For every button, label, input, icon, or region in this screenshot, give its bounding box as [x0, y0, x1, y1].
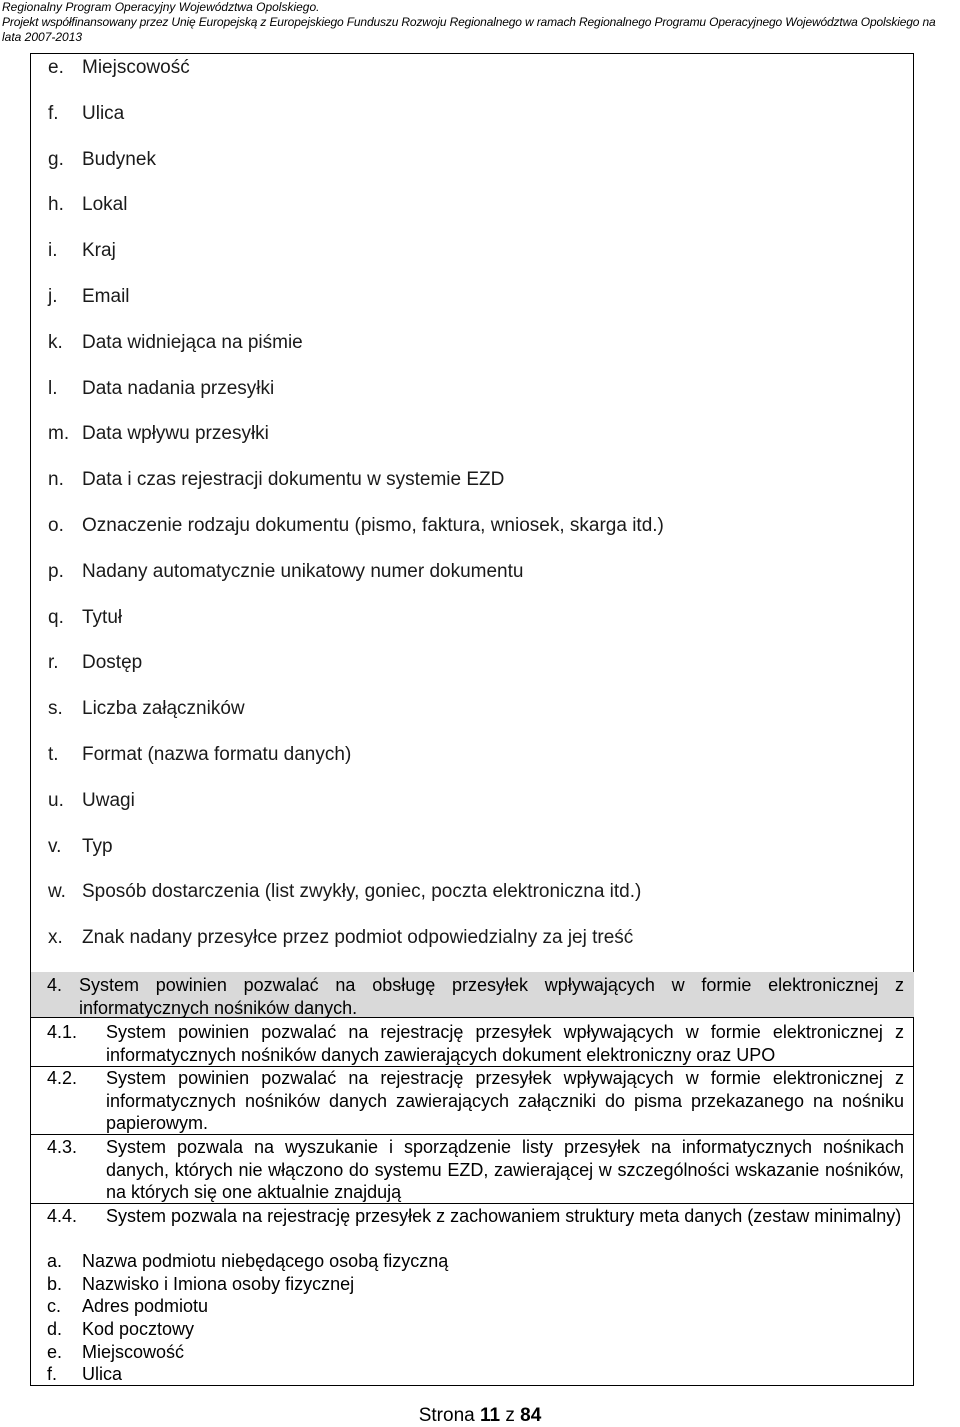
list-item	[48, 329, 664, 375]
list-text: Oznaczenie rodzaju dokumentu (pismo, faktura, wniosek, skarga itd.)	[82, 514, 664, 536]
subsection-text: System powinien pozwalać na rejestrację przesyłek wpływających w formie elektronicznej z informatycznych nośników danych zawierających dokument elektroniczny oraz UPO	[106, 1022, 904, 1065]
list-marker: u.	[48, 789, 64, 811]
subsection-number: 4.2.	[47, 1068, 78, 1088]
subsection-text: System pozwala na wyszukanie i sporządzenie listy przesyłek na informatycznych nośnikach danych, których nie włączono do systemu EZD, zawierającej w szczególności wskazanie nośników, na których się one aktualnie znajdują	[106, 1137, 904, 1202]
list-item	[48, 237, 664, 283]
list-marker: n.	[48, 469, 64, 491]
list-text: Typ	[82, 835, 113, 857]
list-marker: f.	[48, 102, 59, 124]
list-marker: a.	[47, 1251, 63, 1271]
section-number: 4.	[47, 975, 63, 995]
list-text: Dostęp	[82, 652, 143, 674]
list-text: Nazwisko i Imiona osoby fizycznej	[82, 1273, 355, 1294]
list-marker: s.	[48, 698, 63, 720]
list-item	[48, 695, 664, 741]
list-item	[48, 649, 664, 695]
subsection-row-4-4	[31, 1205, 914, 1387]
subsection-number: 4.4.	[47, 1206, 78, 1226]
list-item	[48, 924, 664, 970]
header-line-1: Regionalny Program Operacyjny Województwa Opolskiego.	[2, 0, 320, 14]
subsection-number: 4.3.	[47, 1137, 78, 1157]
list-text: Kod pocztowy	[82, 1319, 195, 1340]
list-item	[48, 420, 664, 466]
list-item	[48, 100, 664, 146]
list-text: Email	[82, 285, 130, 307]
list-marker: e.	[48, 57, 64, 78]
list-marker: q.	[48, 606, 64, 628]
list-item	[47, 1250, 448, 1273]
list-item	[48, 512, 664, 558]
list-text: Ulica	[82, 102, 125, 124]
list-text: Nazwa podmiotu niebędącego osobą fizyczną	[82, 1251, 449, 1271]
list-marker: r.	[48, 652, 59, 674]
list-item	[48, 558, 664, 604]
list-text: Budynek	[82, 148, 156, 170]
subsection-row-4-3	[31, 1136, 914, 1204]
list-item	[48, 466, 664, 512]
list-text: Znak nadany przesyłce przez podmiot odpowiedzialny za jej treść	[82, 927, 634, 949]
list-item	[48, 604, 664, 650]
list-marker: l.	[48, 377, 58, 399]
list-item	[47, 1341, 448, 1364]
list-marker: h.	[48, 194, 64, 216]
list-item	[48, 833, 664, 879]
list-text: Lokal	[82, 194, 128, 216]
list-marker: f.	[47, 1364, 58, 1385]
list-item	[48, 741, 664, 787]
list-text: Tytuł	[82, 606, 123, 628]
list-marker: c.	[47, 1296, 62, 1317]
subsection-text: System powinien pozwalać na rejestrację przesyłek wpływających w formie elektronicznej z informatycznych nośników danych zawierających załączniki do pisma przekazanego na nośniku papierowym.	[106, 1068, 904, 1133]
list-marker: g.	[48, 148, 64, 170]
list-text: Ulica	[82, 1364, 123, 1385]
list-text: Miejscowość	[82, 1341, 185, 1362]
list-item	[48, 283, 664, 329]
list-text: Miejscowość	[82, 57, 190, 78]
metadata-list-continued	[48, 54, 664, 970]
page-footer	[0, 1405, 960, 1427]
subsection-row-4-2	[31, 1067, 914, 1135]
page-total: 84	[520, 1405, 542, 1426]
header-line-2: Projekt współfinansowany przez Unię Europejską z Europejskiego Funduszu Rozwoju Regionalnego w ramach Regionalnego Programu Operacyjnego Województwa Opolskiego na	[2, 15, 936, 29]
list-marker: p.	[48, 560, 64, 582]
list-text: Liczba załączników	[82, 698, 245, 720]
list-item	[48, 787, 664, 833]
list-marker: b.	[47, 1273, 63, 1294]
list-text: Nadany automatycznie unikatowy numer dokumentu	[82, 560, 524, 582]
list-text: Uwagi	[82, 789, 135, 811]
page-separator: z	[505, 1405, 515, 1426]
list-marker: e.	[47, 1341, 63, 1362]
list-marker: t.	[48, 743, 59, 765]
list-item	[48, 375, 664, 421]
section-text: System powinien pozwalać na obsługę przesyłek wpływających w formie elektronicznej z informatycznych nośników danych.	[79, 975, 904, 1018]
list-text: Data widniejąca na piśmie	[82, 331, 303, 353]
list-item	[48, 54, 664, 100]
list-marker: j.	[48, 285, 58, 307]
list-marker: k.	[48, 331, 63, 353]
list-text: Data wpływu przesyłki	[82, 423, 269, 445]
list-item	[47, 1318, 448, 1341]
list-marker: m.	[48, 423, 70, 445]
metadata-list	[31, 1250, 448, 1386]
list-marker: v.	[48, 835, 62, 857]
list-marker: o.	[48, 514, 64, 536]
list-marker: i.	[48, 240, 58, 262]
section-4-row	[31, 972, 914, 1018]
list-item	[48, 878, 664, 924]
list-text: Kraj	[82, 240, 116, 262]
page-label: Strona	[418, 1405, 475, 1426]
page-header	[2, 0, 958, 45]
list-marker: w.	[48, 881, 66, 903]
list-item	[47, 1273, 448, 1296]
list-text: Adres podmiotu	[82, 1296, 209, 1317]
list-text: Format (nazwa formatu danych)	[82, 743, 352, 765]
list-item	[48, 191, 664, 237]
list-item	[48, 146, 664, 192]
list-text: Sposób dostarczenia (list zwykły, goniec, poczta elektroniczna itd.)	[82, 881, 642, 903]
list-text: Data i czas rejestracji dokumentu w systemie EZD	[82, 469, 505, 491]
list-marker: x.	[48, 927, 63, 949]
subsection-text: System pozwala na rejestrację przesyłek z zachowaniem struktury meta danych (zestaw minimalny)	[106, 1206, 902, 1226]
list-item	[47, 1363, 448, 1386]
subsection-row-4-1	[31, 1021, 914, 1067]
list-marker: d.	[47, 1319, 63, 1340]
subsection-number: 4.1.	[47, 1022, 78, 1042]
page-number: 11	[479, 1405, 501, 1426]
list-text: Data nadania przesyłki	[82, 377, 275, 399]
list-item	[47, 1295, 448, 1318]
header-line-3: lata 2007-2013	[2, 30, 83, 44]
